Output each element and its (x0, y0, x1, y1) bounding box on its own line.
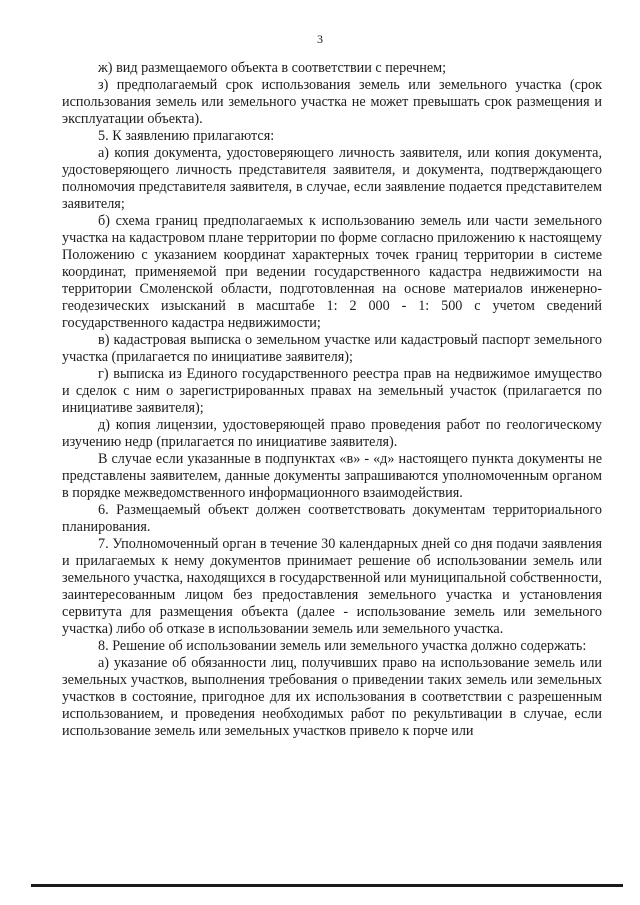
paragraph-item-a: а) копия документа, удостоверяющего личность заявителя, или копия документа, удостоверяющего личность представителя заявителя, и документа, подтверждающего полномочия представителя заявителя, в случае, если заявление подается представителем заявителя; (62, 145, 602, 212)
paragraph-item-z: з) предполагаемый срок использования земель или земельного участка (срок использования земель или земельного участка не может превышать срок размещения и эксплуатации объекта). (62, 77, 602, 127)
bottom-rule (31, 884, 623, 887)
document-body (62, 60, 602, 740)
paragraph-item-g: г) выписка из Единого государственного реестра прав на недвижимое имущество и сделок с ним о зарегистрированных правах на земельный участок (прилагается по инициативе заявителя); (62, 366, 602, 416)
paragraph-section-8: 8. Решение об использовании земель или земельного участка должно содержать: (98, 638, 587, 654)
paragraph-section-7: 7. Уполномоченный орган в течение 30 календарных дней со дня подачи заявления и прилагаемых к нему документов принимает решение об использовании земель или земельного участка, находящихся в государственной или муниципальной собственности, заинтересованным лицом без предоставления земельного участка и установления сервитута для размещения объекта (далее - использование земель или земельного участка) либо об отказе в использовании земель или земельного участка. (62, 536, 602, 637)
paragraph-item-b: б) схема границ предполагаемых к использованию земель или части земельного участка на кадастровом плане территории по форме согласно приложению к настоящему Положению с указанием координат характерных точек границ территории в системе координат, применяемой при ведении государственного кадастра недвижимости на территории Смоленской области, подготовленная на основе материалов инженерно-геодезических изысканий в масштабе 1: 2 000 - 1: 500 с учетом сведений государственного кадастра недвижимости; (62, 213, 602, 331)
paragraph-section-5: 5. К заявлению прилагаются: (98, 128, 275, 144)
paragraph-missing-documents: В случае если указанные в подпунктах «в» - «д» настоящего пункта документы не представлены заявителем, данные документы запрашиваются уполномоченным органом в порядке межведомственного информационного взаимодействия. (62, 451, 602, 501)
paragraph-section-8-item-a: а) указание об обязанности лиц, получивших право на использование земель или земельных участков, выполнения требования о приведении таких земель или земельных участков в состояние, пригодное для их использования в соответствии с разрешенным использованием, и проведения необходимых работ по рекультивации в случае, если использование земель или земельных участков привело к порче или (62, 655, 602, 739)
paragraph-section-6: 6. Размещаемый объект должен соответствовать документам территориального планирования. (62, 502, 602, 535)
page-number: 3 (317, 32, 323, 46)
paragraph-item-v: в) кадастровая выписка о земельном участке или кадастровый паспорт земельного участка (прилагается по инициативе заявителя); (62, 332, 602, 365)
paragraph-item-d: д) копия лицензии, удостоверяющей право проведения работ по геологическому изучению недр (прилагается по инициативе заявителя). (62, 417, 602, 450)
paragraph-item-zh: ж) вид размещаемого объекта в соответствии с перечнем; (98, 60, 447, 76)
